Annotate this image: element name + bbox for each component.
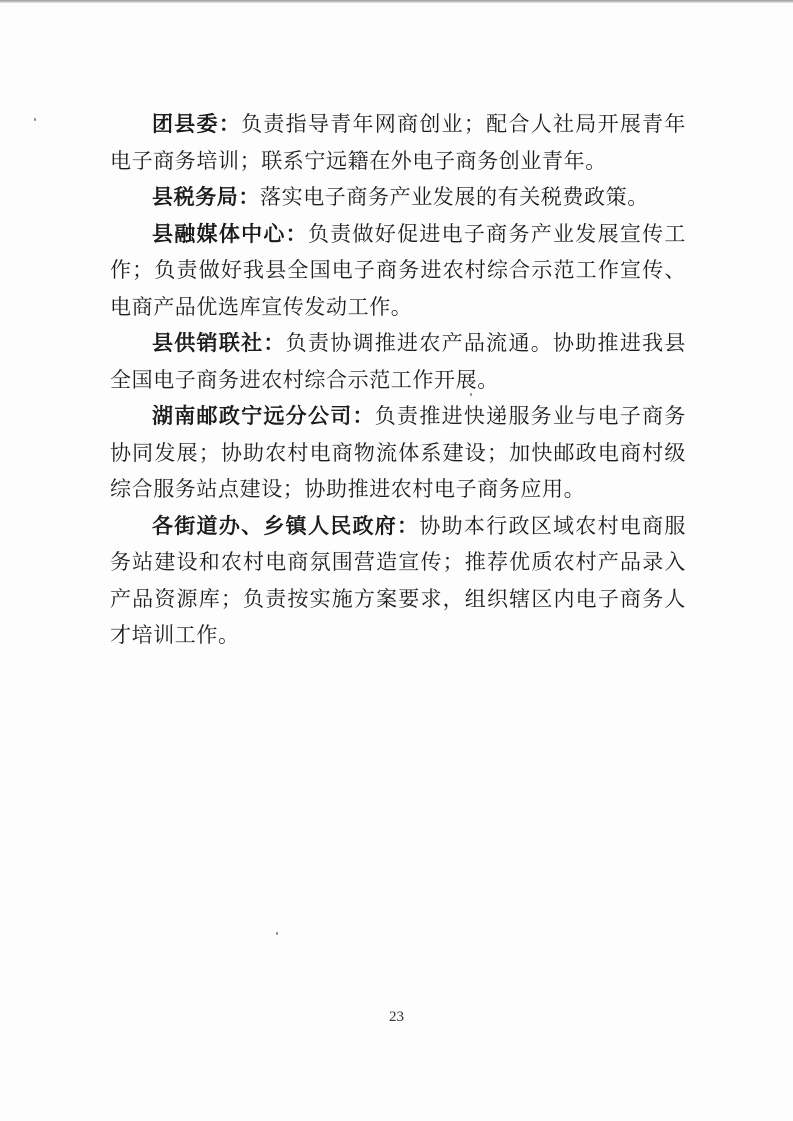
page-number: 23 xyxy=(389,1009,404,1025)
paragraph-media-center xyxy=(110,216,686,326)
paragraph-postal-company xyxy=(110,398,686,508)
paragraph-lead: 团县委： xyxy=(152,112,242,136)
scan-speck xyxy=(34,118,36,121)
scan-speck xyxy=(276,932,278,935)
paragraph-lead: 湖南邮政宁远分公司： xyxy=(152,404,375,428)
paragraph-text: 负责做好促进电子商务产业发展宣传工作；负责做好我县全国电子商务进农村综合示范工作宣传、电商产品优选库宣传发动工作。 xyxy=(110,221,686,319)
paragraph-text: 落实电子商务产业发展的有关税费政策。 xyxy=(260,185,649,209)
paragraph-youth-league xyxy=(110,106,686,179)
paragraph-tax-bureau xyxy=(110,179,686,216)
paragraph-text: 协助本行政区域农村电商服务站建设和农村电商氛围营造宣传；推荐优质农村产品录入产品资源库；负责按实施方案要求，组织辖区内电子商务人才培训工作。 xyxy=(110,513,687,647)
paragraph-lead: 县供销联社： xyxy=(152,331,286,355)
paragraph-township-governments xyxy=(110,508,686,654)
paragraph-text: 负责指导青年网商创业；配合人社局开展青年电子商务培训；联系宁远籍在外电子商务创业青年。 xyxy=(110,112,687,173)
paragraph-lead: 县融媒体中心： xyxy=(152,221,308,246)
paragraph-supply-coop xyxy=(110,325,686,398)
paragraph-lead: 各街道办、乡镇人民政府： xyxy=(152,513,420,538)
paragraph-lead: 县税务局： xyxy=(152,185,260,209)
scan-top-edge xyxy=(0,0,793,3)
paragraph-text: 负责协调推进农产品流通。协助推进我县全国电子商务进农村综合示范工作开展。 xyxy=(110,331,686,392)
paragraph-text: 负责推进快递服务业与电子商务协同发展；协助农村电商物流体系建设；加快邮政电商村级综合服务站点建设；协助推进农村电子商务应用。 xyxy=(110,404,686,501)
document-body xyxy=(110,106,686,654)
